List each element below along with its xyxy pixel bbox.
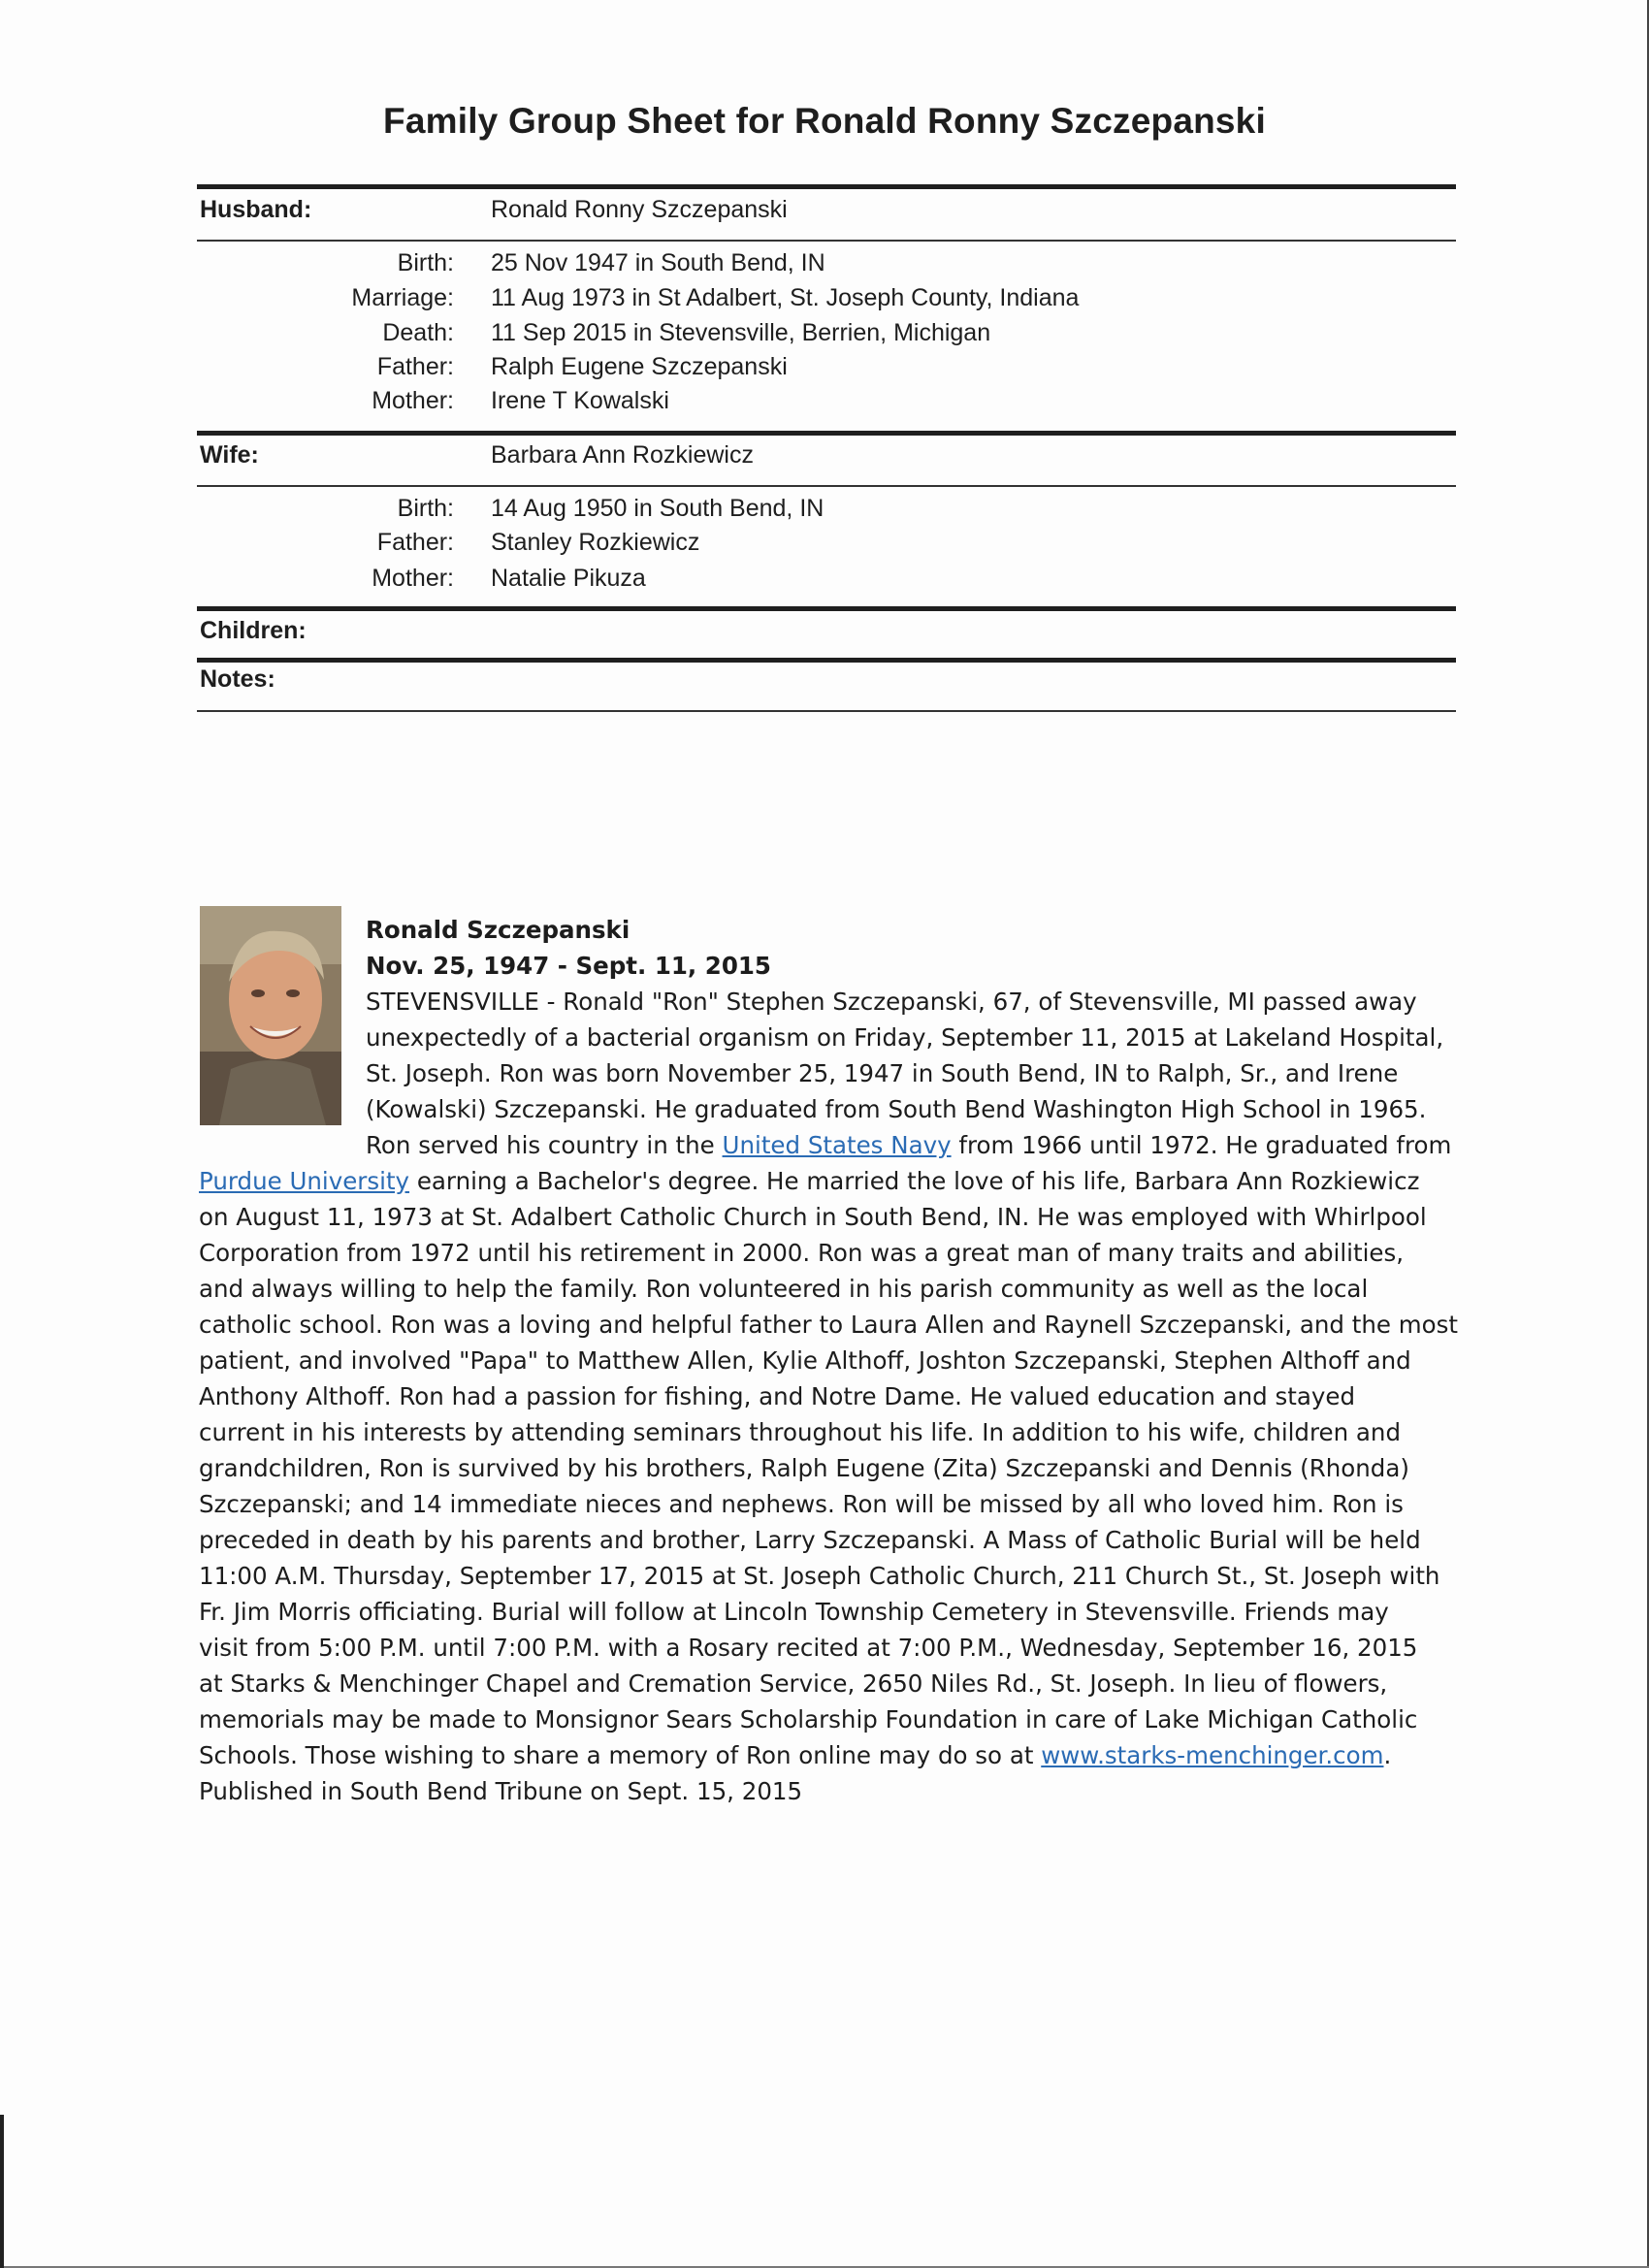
obituary-text-segment: grandchildren, Ron is survived by his brothers, Ralph Eugene (Zita) Szczepanski and Dennis (Rhonda) [199,1454,1409,1482]
obituary-text-segment: St. Joseph. Ron was born November 25, 1947 in South Bend, IN to Ralph, Sr., and Irene [366,1059,1399,1087]
wife-father-label: Father: [376,529,454,556]
section-subdivider [197,710,1456,712]
obituary-text-segment: memorials may be made to Monsignor Sears Scholarship Foundation in care of Lake Michigan Catholic [199,1705,1418,1733]
husband-name: Ronald Ronny Szczepanski [491,196,788,223]
husband-death-label: Death: [382,319,454,346]
obituary-text-segment: Szczepanski; and 14 immediate nieces and nephews. Ron will be missed by all who loved him. Ron is [199,1490,1404,1518]
page-edge-left-corner [0,2115,4,2268]
obituary-line [199,1666,1470,1701]
obituary-line [199,1235,1470,1271]
husband-mother-label: Mother: [372,387,454,414]
husband-marriage-value: 11 Aug 1973 in St Adalbert, St. Joseph County, Indiana [491,284,1080,311]
obituary-line [199,1558,1470,1594]
obituary-line [199,1055,1470,1091]
obituary-link[interactable]: www.starks-menchinger.com [1041,1741,1384,1769]
obituary-name: Ronald Szczepanski [366,916,630,944]
obituary-text-segment: (Kowalski) Szczepanski. He graduated from South Bend Washington High School in 1965. [366,1095,1427,1123]
obituary-line [199,1450,1470,1486]
obituary-text-segment: Schools. Those wishing to share a memory of Ron online may do so at [199,1741,1042,1769]
obituary-text-segment: catholic school. Ron was a loving and helpful father to Laura Allen and Raynell Szczepanski, and the most [199,1311,1458,1339]
obituary-text-segment: current in his interests by attending seminars throughout his life. In addition to his wife, children and [199,1418,1401,1446]
obituary-line [199,1701,1470,1737]
obituary-text-segment: and always willing to help the family. Ron volunteered in his parish community as well as the local [199,1275,1369,1303]
obituary-line [199,1737,1470,1773]
page-title: Family Group Sheet for Ronald Ronny Szczepanski [383,101,1266,141]
obituary-text-segment: 11:00 A.M. Thursday, September 17, 2015 at St. Joseph Catholic Church, 211 Church St., St. Joseph with [199,1562,1440,1590]
obituary-link[interactable]: United States Navy [722,1131,952,1159]
obituary-line [199,1020,1470,1055]
notes-label: Notes: [200,665,275,693]
obituary-link[interactable]: Purdue University [199,1167,410,1195]
wife-label: Wife: [200,441,259,469]
section-subdivider [197,240,1456,242]
obituary-line [199,1594,1470,1630]
obituary-photo-spacer [199,912,366,1133]
obituary-line [199,1522,1470,1558]
obituary-text-segment: Published in South Bend Tribune on Sept. 15, 2015 [199,1777,803,1805]
obituary-text [199,912,1470,1809]
husband-mother-value: Irene T Kowalski [491,387,669,414]
wife-mother-label: Mother: [372,565,454,592]
section-subdivider [197,485,1456,487]
obituary-dates: Nov. 25, 1947 - Sept. 11, 2015 [366,952,771,980]
obituary-text-segment: on August 11, 1973 at St. Adalbert Catholic Church in South Bend, IN. He was employed with Whirlpool [199,1203,1427,1231]
obituary-body [199,984,1470,1809]
obituary-text-segment: STEVENSVILLE - Ronald "Ron" Stephen Szczepanski, 67, of Stevensville, MI passed away [366,988,1417,1016]
obituary-text-segment: unexpectedly of a bacterial organism on Friday, September 11, 2015 at Lakeland Hospital, [366,1023,1444,1052]
wife-birth-label: Birth: [397,495,454,522]
section-divider [197,658,1456,663]
husband-birth-value: 25 Nov 1947 in South Bend, IN [491,249,825,276]
husband-birth-label: Birth: [397,249,454,276]
obituary-text-segment: from 1966 until 1972. He graduated from [951,1131,1452,1159]
wife-mother-value: Natalie Pikuza [491,565,646,592]
husband-marriage-label: Marriage: [351,284,454,311]
husband-label: Husband: [200,196,312,223]
obituary-text-segment: Fr. Jim Morris officiating. Burial will follow at Lincoln Township Cemetery in Stevensville. Friends may [199,1598,1389,1626]
husband-father-label: Father: [376,353,454,380]
obituary-text-segment: patient, and involved "Papa" to Matthew Allen, Kylie Althoff, Joshton Szczepanski, Stephen Althoff and [199,1346,1411,1375]
obituary-text-segment: Corporation from 1972 until his retirement in 2000. Ron was a great man of many traits and abilities, [199,1239,1404,1267]
obituary-line [199,1307,1470,1343]
obituary-text-segment: Anthony Althoff. Ron had a passion for fishing, and Notre Dame. He valued education and stayed [199,1382,1356,1410]
obituary-text-segment: preceded in death by his parents and brother, Larry Szczepanski. A Mass of Catholic Burial will be held [199,1526,1421,1554]
obituary-line [199,1486,1470,1522]
obituary-line [214,984,1470,1020]
children-label: Children: [200,617,307,644]
obituary-line [199,1163,1470,1199]
wife-name: Barbara Ann Rozkiewicz [491,441,754,469]
obituary-line [199,1773,1470,1809]
obituary-text-segment: Ron served his country in the [366,1131,723,1159]
obituary-text-segment: visit from 5:00 P.M. until 7:00 P.M. with a Rosary recited at 7:00 P.M., Wednesday, September 16, 2015 [199,1634,1418,1662]
husband-father-value: Ralph Eugene Szczepanski [491,353,788,380]
obituary-text-segment: at Starks & Menchinger Chapel and Cremation Service, 2650 Niles Rd., St. Joseph. In lieu of flowers, [199,1669,1388,1698]
obituary-line [199,1378,1470,1414]
obituary-text-segment: . [1383,1741,1392,1769]
obituary-line [199,1199,1470,1235]
obituary-text-segment: earning a Bachelor's degree. He married the love of his life, Barbara Ann Rozkiewicz [409,1167,1420,1195]
section-divider [197,184,1456,189]
husband-death-value: 11 Sep 2015 in Stevensville, Berrien, Michigan [491,319,991,346]
obituary-line [199,1343,1470,1378]
wife-birth-value: 14 Aug 1950 in South Bend, IN [491,495,824,522]
section-divider [197,431,1456,436]
obituary-line [199,1127,1470,1163]
obituary-line [199,1630,1470,1666]
obituary-line [199,1091,1470,1127]
obituary-line [199,1414,1470,1450]
wife-father-value: Stanley Rozkiewicz [491,529,700,556]
obituary-line [199,1271,1470,1307]
section-divider [197,606,1456,611]
